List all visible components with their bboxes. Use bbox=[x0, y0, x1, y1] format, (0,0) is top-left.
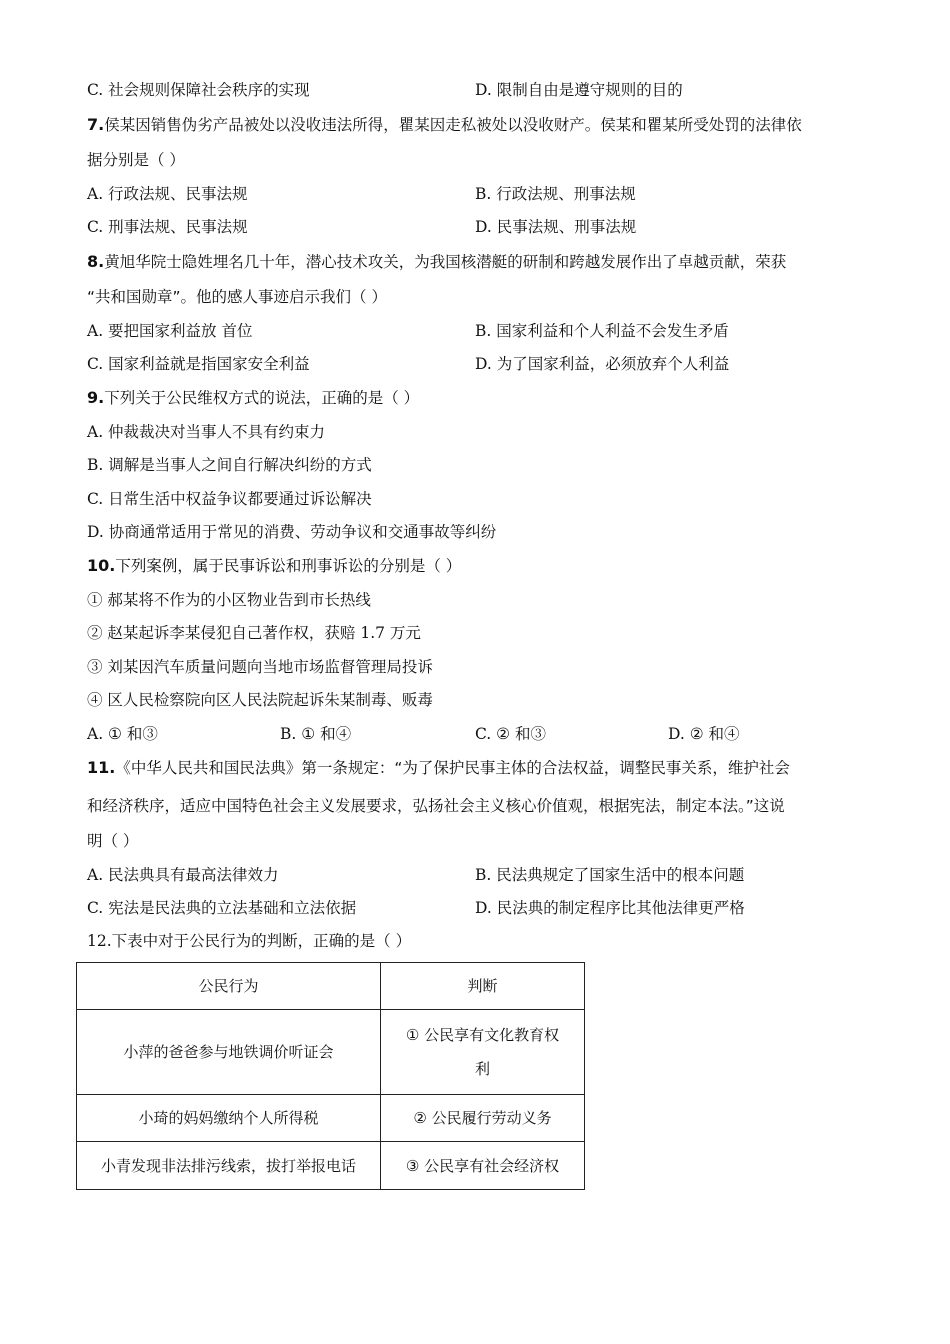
q10-option-b: B. ① 和④ bbox=[280, 725, 352, 743]
q10-item-4: ④ 区人民检察院向区人民法院起诉朱某制毒、贩毒 bbox=[87, 691, 433, 709]
row3-judgment: ③ 公民享有社会经济权 bbox=[381, 1142, 585, 1190]
q9-option-d: D. 协商通常适用于常见的消费、劳动争议和交通事故等纠纷 bbox=[87, 523, 497, 541]
table-row bbox=[77, 1142, 585, 1190]
table-row bbox=[77, 1095, 585, 1142]
q8-stem-text: 黄旭华院士隐姓埋名几十年，潜心技术攻关，为我国核潜艇的研制和跨越发展作出了卓越贡献，荣获 bbox=[104, 253, 787, 271]
q10-option-d: D. ② 和④ bbox=[668, 725, 740, 743]
q7-number: 7. bbox=[87, 115, 105, 134]
q11-stem-line1 bbox=[87, 758, 790, 778]
row1-judgment bbox=[381, 1010, 585, 1095]
q9-option-b: B. 调解是当事人之间自行解决纠纷的方式 bbox=[87, 456, 372, 474]
q10-stem bbox=[87, 556, 461, 576]
q9-number: 9. bbox=[87, 388, 105, 407]
q11-option-b: B. 民法典规定了国家生活中的根本问题 bbox=[475, 866, 745, 884]
header-judgment: 判断 bbox=[381, 963, 585, 1010]
header-behavior: 公民行为 bbox=[77, 963, 381, 1010]
q7-option-c: C. 刑事法规、民事法规 bbox=[87, 218, 248, 236]
q6-option-d: D. 限制自由是遵守规则的目的 bbox=[475, 81, 683, 99]
table-header-row bbox=[77, 963, 585, 1010]
q9-option-c: C. 日常生活中权益争议都要通过诉讼解决 bbox=[87, 490, 372, 508]
q9-stem bbox=[87, 388, 419, 408]
q12-table bbox=[76, 962, 585, 1190]
q8-stem-line1 bbox=[87, 252, 786, 272]
q8-stem-line2: “共和国勋章”。他的感人事迹启示我们（ ） bbox=[87, 288, 387, 306]
q8-option-d: D. 为了国家利益，必须放弃个人利益 bbox=[475, 355, 730, 373]
q7-option-d: D. 民事法规、刑事法规 bbox=[475, 218, 637, 236]
q12-stem: 12.下表中对于公民行为的判断，正确的是（ ） bbox=[87, 932, 412, 950]
q11-stem-text: 《中华人民共和国民法典》第一条规定：“为了保护民事主体的合法权益，调整民事关系，维护社会 bbox=[115, 759, 790, 777]
q9-stem-text: 下列关于公民维权方式的说法，正确的是（ ） bbox=[104, 389, 420, 407]
q11-option-d: D. 民法典的制定程序比其他法律更严格 bbox=[475, 899, 745, 917]
q10-item-1: ① 郝某将不作为的小区物业告到市长热线 bbox=[87, 591, 371, 609]
q7-stem-line2: 据分别是（ ） bbox=[87, 151, 185, 169]
row3-behavior: 小青发现非法排污线索，拔打举报电话 bbox=[77, 1142, 381, 1190]
q10-item-3: ③ 刘某因汽车质量问题向当地市场监督管理局投诉 bbox=[87, 658, 433, 676]
q6-option-c: C. 社会规则保障社会秩序的实现 bbox=[87, 81, 310, 99]
q10-stem-text: 下列案例，属于民事诉讼和刑事诉讼的分别是（ ） bbox=[115, 557, 462, 575]
q11-option-a: A. 民法典具有最高法律效力 bbox=[87, 866, 279, 884]
q10-number: 10. bbox=[87, 556, 116, 575]
q10-option-c: C. ② 和③ bbox=[475, 725, 546, 743]
q11-stem-line2: 和经济秩序，适应中国特色社会主义发展要求，弘扬社会主义核心价值观，根据宪法，制定本法。”这说 bbox=[87, 797, 785, 815]
q7-option-b: B. 行政法规、刑事法规 bbox=[475, 185, 636, 203]
q9-option-a: A. 仲裁裁决对当事人不具有约束力 bbox=[87, 423, 326, 441]
q8-option-a: A. 要把国家利益放 首位 bbox=[87, 322, 253, 340]
row1-judgment-line1: ① 公民享有文化教育权 bbox=[405, 1026, 560, 1044]
row1-judgment-line2: 利 bbox=[474, 1060, 490, 1078]
q11-stem-line3: 明（ ） bbox=[87, 832, 139, 850]
q8-option-c: C. 国家利益就是指国家安全利益 bbox=[87, 355, 310, 373]
q8-option-b: B. 国家利益和个人利益不会发生矛盾 bbox=[475, 322, 729, 340]
row2-judgment: ② 公民履行劳动义务 bbox=[381, 1095, 585, 1142]
q7-stem-text: 侯某因销售伪劣产品被处以没收违法所得，瞿某因走私被处以没收财产。侯某和瞿某所受处罚的法律依 bbox=[104, 116, 802, 134]
row2-behavior: 小琦的妈妈缴纳个人所得税 bbox=[77, 1095, 381, 1142]
q10-item-2: ② 赵某起诉李某侵犯自己著作权，获赔 1.7 万元 bbox=[87, 624, 421, 642]
row1-behavior: 小萍的爸爸参与地铁调价听证会 bbox=[77, 1010, 381, 1095]
q11-option-c: C. 宪法是民法典的立法基础和立法依据 bbox=[87, 899, 357, 917]
q7-option-a: A. 行政法规、民事法规 bbox=[87, 185, 248, 203]
q7-stem-line1 bbox=[87, 115, 802, 135]
table-row bbox=[77, 1010, 585, 1095]
q8-number: 8. bbox=[87, 252, 105, 271]
q10-option-a: A. ① 和③ bbox=[87, 725, 158, 743]
q11-number: 11. bbox=[87, 758, 116, 777]
